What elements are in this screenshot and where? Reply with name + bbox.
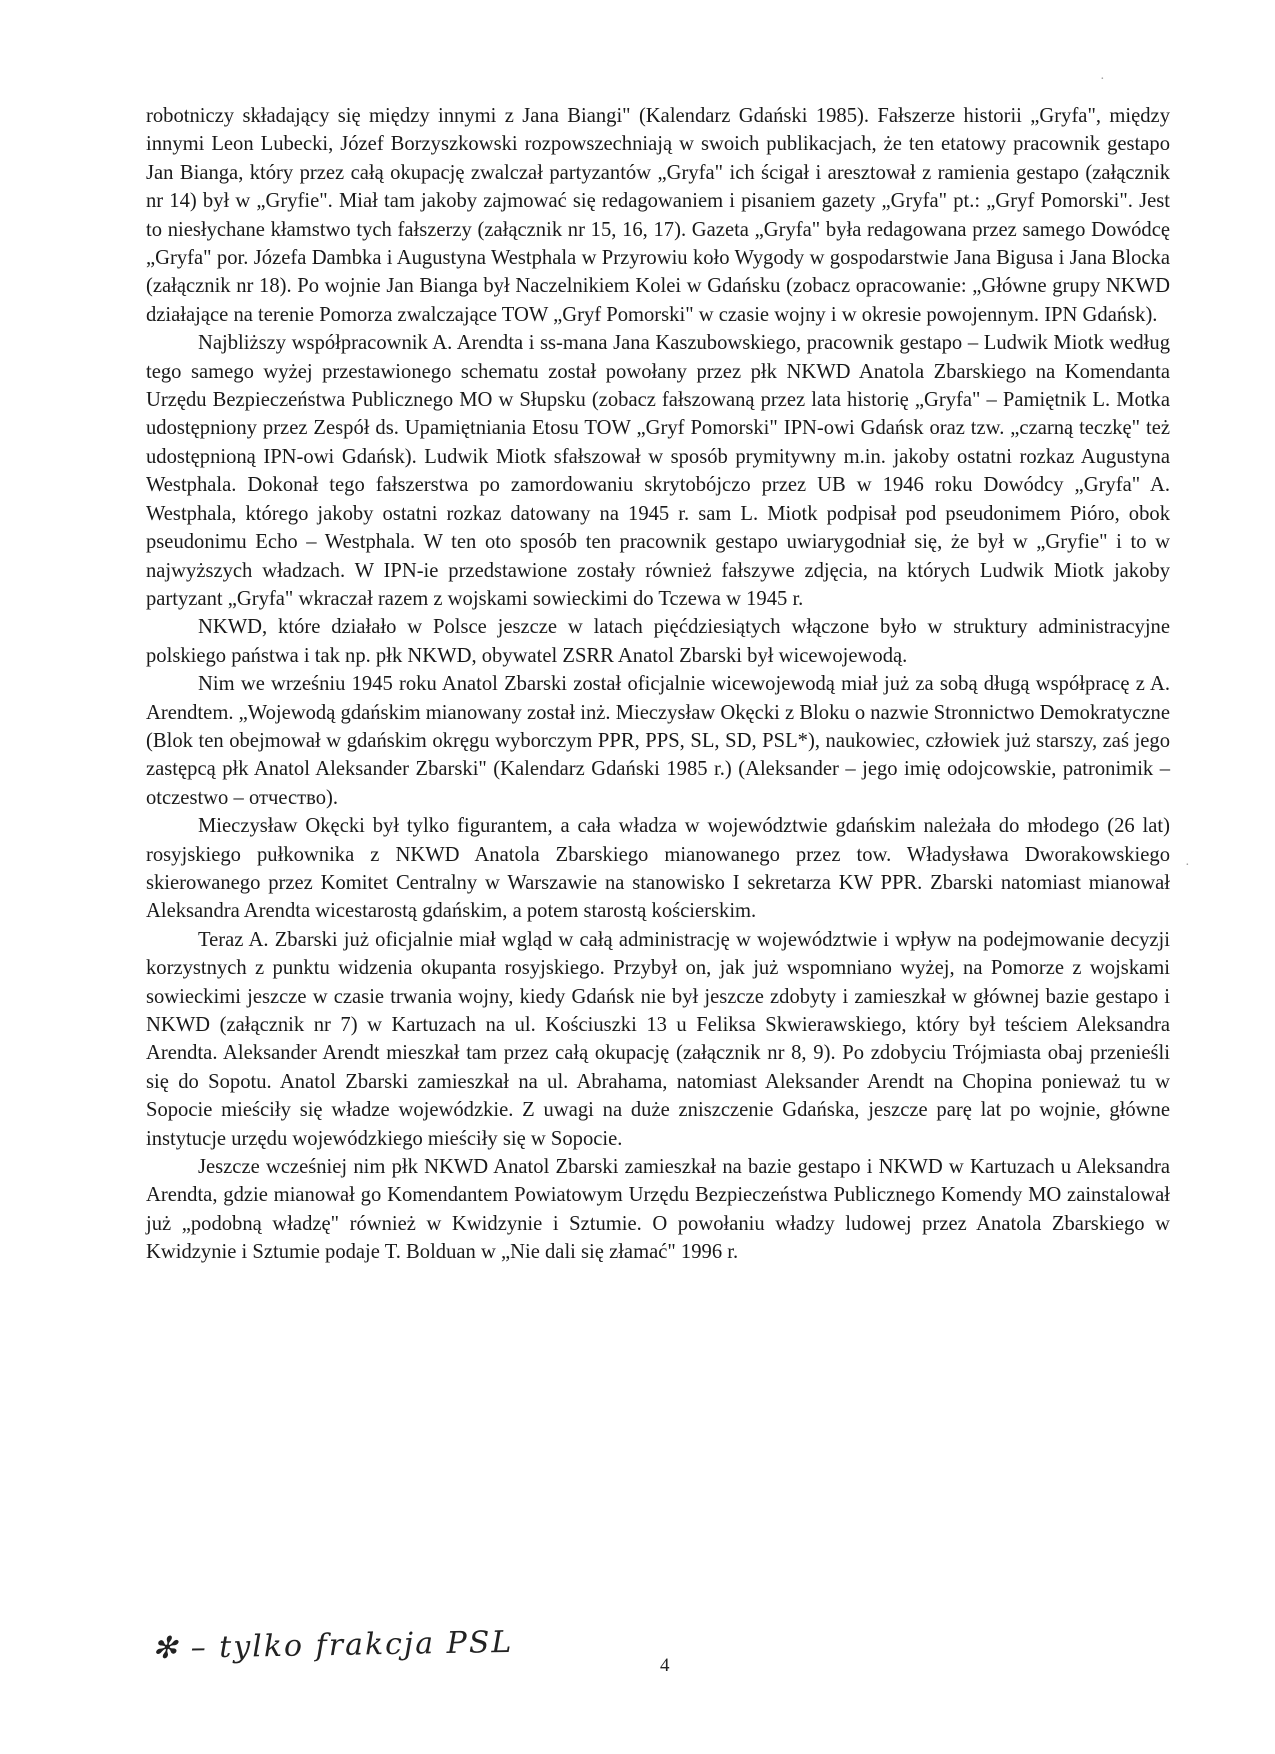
- paragraph-1: robotniczy składający się między innymi z Jana Biangi" (Kalendarz Gdański 1985). Fałszerze historii „Gryfa", między innymi Leon Lubecki, Józef Borzyszkowski rozpowszechniają w swoich publikacjach, że ten etatowy pracownik gestapo Jan Bianga, który przez całą okupację zwalczał partyzantów „Gryfa" ich ścigał i aresztował z ramienia gestapo (załącznik nr 14) był w „Gryfie". Miał tam jakoby zajmować się redagowaniem i pisaniem gazety „Gryfa" pt.: „Gryf Pomorski". Jest to niesłychane kłamstwo tych fałszerzy (załącznik nr 15, 16, 17). Gazeta „Gryfa" była redagowana przez samego Dowódcę „Gryfa" por. Józefa Dambka i Augustyna Westphala w Przyrowiu koło Wygody w gospodarstwie Jana Bigusa i Jana Blocka (załącznik nr 18). Po wojnie Jan Bianga był Naczelnikiem Kolei w Gdańsku (zobacz opracowanie: „Główne grupy NKWD działające na terenie Pomorza zwalczające TOW „Gryf Pomorski" w czasie wojny i w okresie powojennym. IPN Gdańsk).: [146, 105, 1170, 326]
- handwritten-footnote: ✻ – tylko frakcja PSL: [151, 1624, 514, 1667]
- scan-speck: ·: [1185, 858, 1190, 873]
- paragraph-4: Nim we wrześniu 1945 roku Anatol Zbarski został oficjalnie wicewojewodą miał już za sobą długą współpracę z A. Arendtem. „Wojewodą gdańskim mianowany został inż. Mieczysław Okęcki z Bloku o nazwie Stronnictwo Demokratyczne (Blok ten obejmował w gdańskim okręgu wyborczym PPR, PPS, SL, SD, PSL*), naukowiec, człowiek już starszy, zaś jego zastępcą płk Anatol Aleksander Zbarski" (Kalendarz Gdański 1985 r.) (Aleksander – jego imię odojcowskie, patronimik – otczestwo – отчество).: [146, 673, 1170, 809]
- paragraph-7: Jeszcze wcześniej nim płk NKWD Anatol Zbarski zamieszkał na bazie gestapo i NKWD w Kartuzach u Aleksandra Arendta, gdzie mianował go Komendantem Powiatowym Urzędu Bezpieczeństwa Publicznego Komendy MO zainstalował już „podobną władzę" również w Kwidzynie i Sztumie. O powołaniu władzy ludowej przez Anatola Zbarskiego w Kwidzynie i Sztumie podaje T. Bolduan w „Nie dali się złamać" 1996 r.: [146, 1156, 1170, 1264]
- paragraph-6: Teraz A. Zbarski już oficjalnie miał wgląd w całą administrację w województwie i wpływ na podejmowanie decyzji korzystnych z punktu widzenia okupanta rosyjskiego. Przybył on, jak już wspomniano wyżej, na Pomorze z wojskami sowieckimi jeszcze w czasie trwania wojny, kiedy Gdańsk nie był jeszcze zdobyty i zamieszkał w głównej bazie gestapo i NKWD (załącznik nr 7) w Kartuzach na ul. Kościuszki 13 u Feliksa Skwierawskiego, który był teściem Aleksandra Arendta. Aleksander Arendt mieszkał tam przez całą okupację (załącznik nr 8, 9). Po zdobyciu Trójmiasta obaj przenieśli się do Sopotu. Anatol Zbarski zamieszkał na ul. Abrahama, natomiast Aleksander Arendt na Chopina ponieważ tu w Sopocie mieściły się władze wojewódzkie. Z uwagi na duże zniszczenie Gdańska, jeszcze parę lat po wojnie, główne instytucje urzędu wojewódzkiego mieściły się w Sopocie.: [146, 928, 1170, 1150]
- scan-speck: ·: [1100, 72, 1105, 87]
- paragraph-3: NKWD, które działało w Polsce jeszcze w latach pięćdziesiątych włączone było w struktury administracyjne polskiego państwa i tak np. płk NKWD, obywatel ZSRR Anatol Zbarski był wicewojewodą.: [146, 616, 1170, 667]
- document-body: [146, 102, 1170, 1267]
- paragraph-2: Najbliższy współpracownik A. Arendta i ss-mana Jana Kaszubowskiego, pracownik gestapo – Ludwik Miotk według tego samego wyżej przestawionego schematu został powołany przez płk NKWD Anatola Zbarskiego na Komendanta Urzędu Bezpieczeństwa Publicznego MO w Słupsku (zobacz fałszowaną przez lata historię „Gryfa" – Pamiętnik L. Motka udostępniony przez Zespół ds. Upamiętniania Etosu TOW „Gryf Pomorski" IPN-owi Gdańsk oraz tzw. „czarną teczkę" też udostępnioną IPN-owi Gdańsk). Ludwik Miotk sfałszował w sposób prymitywny m.in. jakoby ostatni rozkaz Augustyna Westphala. Dokonał tego fałszerstwa po zamordowaniu skrytobójczo przez UB w 1946 roku Dowódcy „Gryfa" A. Westphala, którego jakoby ostatni rozkaz datowany na 1945 r. sam L. Miotk podpisał pod pseudonimem Pióro, obok pseudonimu Echo – Westphala. W ten oto sposób ten pracownik gestapo uwiarygodniał się, że był w „Gryfie" i to w najwyższych władzach. W IPN-ie przedstawione zostały również fałszywe zdjęcia, na których Ludwik Miotk jakoby partyzant „Gryfa" wkraczał razem z wojskami sowieckimi do Tczewa w 1945 r.: [146, 332, 1170, 610]
- page-number: 4: [660, 1655, 670, 1676]
- paragraph-5: Mieczysław Okęcki był tylko figurantem, a cała władza w województwie gdańskim należała do młodego (26 lat) rosyjskiego pułkownika z NKWD Anatola Zbarskiego mianowanego przez tow. Władysława Dworakowskiego skierowanego przez Komitet Centralny w Warszawie na stanowisko I sekretarza KW PPR. Zbarski natomiast mianował Aleksandra Arendta wicestarostą gdańskim, a potem starostą kościerskim.: [146, 815, 1170, 923]
